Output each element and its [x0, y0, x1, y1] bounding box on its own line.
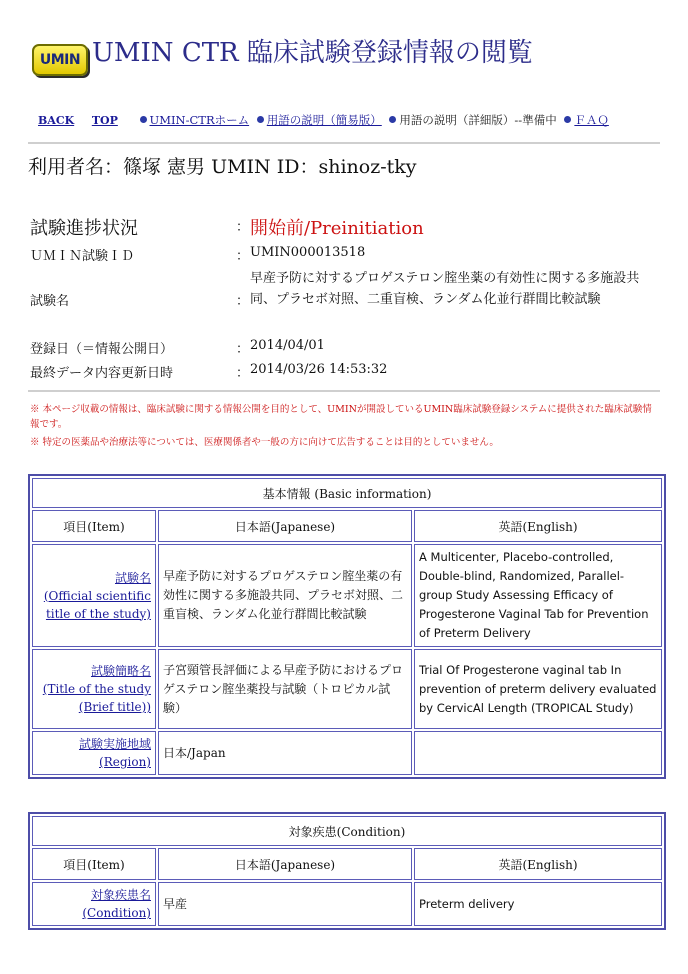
- official-title-en: A Multicenter, Placebo-controlled, Double-blind, Randomized, Parallel-group Study Assessing Efficacy of Progesterone Vaginal Tab for Prevention of Preterm Delivery: [414, 544, 662, 647]
- col-english-header: 英語(English): [414, 848, 662, 880]
- official-title-jp: 早産予防に対するプロゲステロン腟坐薬の有効性に関する多施設共同、プラセボ対照、二重盲検、ランダム化並行群間比較試験: [158, 544, 412, 647]
- item-cell: [32, 544, 156, 647]
- colon: ：: [236, 249, 250, 264]
- region-en: [414, 731, 662, 775]
- brief-title-item-link[interactable]: 試験簡略名: [90, 664, 151, 678]
- condition-heading: 対象疾患(Condition): [32, 816, 662, 846]
- glossary-simple-link[interactable]: 用語の説明（簡易版）: [266, 113, 382, 127]
- col-item-header: 項目(Item): [32, 510, 156, 542]
- top-link[interactable]: TOP: [91, 114, 118, 127]
- user-info: 利用者名：篠塚 憲男 UMIN ID：shinoz-tky: [28, 156, 417, 178]
- colon: ：: [236, 342, 250, 357]
- last-updated-value: 2014/03/26 14:53:32: [250, 362, 388, 377]
- col-japanese-header: 日本語(Japanese): [158, 510, 412, 542]
- col-japanese-header: 日本語(Japanese): [158, 848, 412, 880]
- divider: [28, 142, 660, 144]
- official-title-item-en-link[interactable]: (Official scientific title of the study): [43, 588, 151, 621]
- colon: ：: [236, 294, 250, 309]
- table-row: [32, 649, 662, 729]
- umin-ctr-home-link[interactable]: UMIN-CTRホーム: [149, 113, 250, 127]
- page-title: UMIN CTR 臨床試験登録情報の閲覧: [92, 38, 533, 68]
- divider: [28, 390, 660, 392]
- bullet-icon: [140, 116, 147, 123]
- table-row: [32, 731, 662, 775]
- condition-en: Preterm delivery: [414, 882, 662, 926]
- table-row: [32, 544, 662, 647]
- basic-info-heading: 基本情報 (Basic information): [32, 478, 662, 508]
- trial-title-label: 試験名: [30, 294, 70, 309]
- colon: ：: [236, 366, 250, 381]
- condition-jp: 早産: [158, 882, 412, 926]
- colon: ：: [236, 220, 250, 235]
- col-item-header: 項目(Item): [32, 848, 156, 880]
- brief-title-item-en-link[interactable]: (Title of the study (Brief title)): [42, 682, 151, 714]
- basic-info-table: [28, 474, 666, 779]
- registration-date-value: 2014/04/01: [250, 338, 325, 353]
- item-cell: [32, 882, 156, 926]
- region-item-en-link[interactable]: (Region): [99, 755, 151, 769]
- glossary-detail-label: 用語の説明（詳細版）--準備中: [399, 113, 557, 127]
- trial-title-value: 早産予防に対するプロゲステロン腟坐薬の有効性に関する多施設共同、プラセボ対照、二重盲検、ランダム化並行群間比較試験: [250, 271, 640, 307]
- condition-item-en-link[interactable]: (Condition): [82, 906, 151, 920]
- region-item-link[interactable]: 試験実施地域: [78, 737, 151, 751]
- official-title-item-link[interactable]: 試験名: [114, 570, 151, 585]
- progress-value: 開始前/Preinitiation: [250, 218, 424, 239]
- item-cell: [32, 649, 156, 729]
- item-cell: [32, 731, 156, 775]
- condition-table: [28, 812, 666, 930]
- last-updated-label: 最終データ内容更新日時: [30, 366, 174, 381]
- trial-id-value: UMIN000013518: [250, 245, 366, 260]
- umin-logo: UMIN: [32, 44, 88, 76]
- progress-label: 試験進捗状況: [30, 218, 138, 239]
- registration-date-label: 登録日（＝情報公開日）: [30, 342, 174, 357]
- bullet-icon: [389, 116, 396, 123]
- bullet-icon: [564, 116, 571, 123]
- brief-title-en: Trial Of Progesterone vaginal tab In prevention of preterm delivery evaluated by CervicAl Length (TROPICAL Study): [414, 649, 662, 729]
- col-english-header: 英語(English): [414, 510, 662, 542]
- condition-item-link[interactable]: 対象疾患名: [90, 888, 151, 902]
- bullet-icon: [257, 116, 264, 123]
- faq-link[interactable]: ＦＡＱ: [574, 113, 609, 127]
- notice-disclosure: ※ 本ページ収載の情報は、臨床試験に関する情報公開を目的として、UMINが開設しているUMIN臨床試験登録システムに提供された臨床試験情報です。: [30, 404, 652, 430]
- back-link[interactable]: BACK: [38, 114, 75, 127]
- notice-advertising: ※ 特定の医薬品や治療法等については、医療関係者や一般の方に向けて広告することは目的としていません。: [30, 437, 499, 448]
- nav-bar: [38, 112, 609, 128]
- brief-title-jp: 子宮頸管長評価による早産予防におけるプロゲステロン腟坐薬投与試験（トロピカル試験）: [158, 649, 412, 729]
- trial-id-label: ＵＭＩＮ試験ＩＤ: [30, 249, 135, 264]
- region-jp: 日本/Japan: [158, 731, 412, 775]
- table-row: [32, 882, 662, 926]
